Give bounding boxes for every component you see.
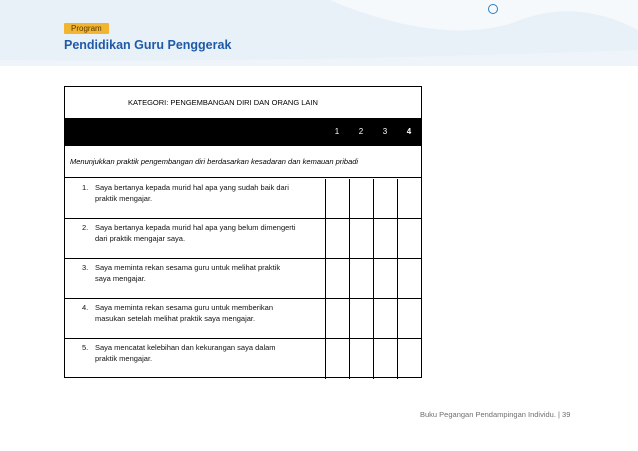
scale-header-row — [65, 118, 421, 146]
circle-decoration — [488, 4, 498, 14]
statement-line: Saya meminta rekan sesama guru untuk memberikan — [95, 303, 274, 312]
statement-line: praktik mengajar. — [95, 354, 153, 363]
statement-number: 2. — [82, 223, 89, 232]
category-label: KATEGORI: PENGEMBANGAN DIRI DAN ORANG LAIN — [128, 98, 318, 107]
table-row — [65, 259, 421, 299]
scale-4: 4 — [406, 127, 412, 136]
statement-line: dari praktik mengajar saya. — [95, 234, 186, 243]
table-row — [65, 299, 421, 339]
table-row — [65, 179, 421, 219]
statement-line: Saya bertanya kepada murid hal apa yang sudah baik dari — [95, 183, 289, 192]
program-badge: Program — [64, 23, 109, 34]
statement-number: 1. — [82, 183, 89, 192]
column-divider — [373, 179, 374, 379]
category-header — [65, 87, 421, 118]
statement-line: saya mengajar. — [95, 274, 146, 283]
column-divider — [397, 179, 398, 379]
statement-line: Saya mencatat kelebihan dan kekurangan saya dalam — [95, 343, 276, 352]
scale-2: 2 — [358, 127, 364, 136]
scale-1: 1 — [334, 127, 340, 136]
page-footer: Buku Pegangan Pendampingan Individu. | 39 — [420, 410, 571, 419]
statement-line: praktik mengajar. — [95, 194, 153, 203]
scale-3: 3 — [382, 127, 388, 136]
page-title: Pendidikan Guru Penggerak — [64, 38, 232, 52]
statement-line: Saya bertanya kepada murid hal apa yang belum dimengerti — [95, 223, 296, 232]
column-divider — [325, 179, 326, 379]
statement-number: 4. — [82, 303, 89, 312]
table-row — [65, 219, 421, 259]
statement-line: masukan setelah melihat praktik saya mengajar. — [95, 314, 256, 323]
header-band — [0, 0, 638, 66]
statement-line: Saya meminta rekan sesama guru untuk melihat praktik — [95, 263, 281, 272]
column-divider — [349, 179, 350, 379]
statement-number: 5. — [82, 343, 89, 352]
table-row — [65, 339, 421, 379]
indicator-description: Menunjukkan praktik pengembangan diri berdasarkan kesadaran dan kemauan pribadi — [65, 146, 421, 178]
assessment-table — [64, 86, 422, 378]
statement-number: 3. — [82, 263, 89, 272]
